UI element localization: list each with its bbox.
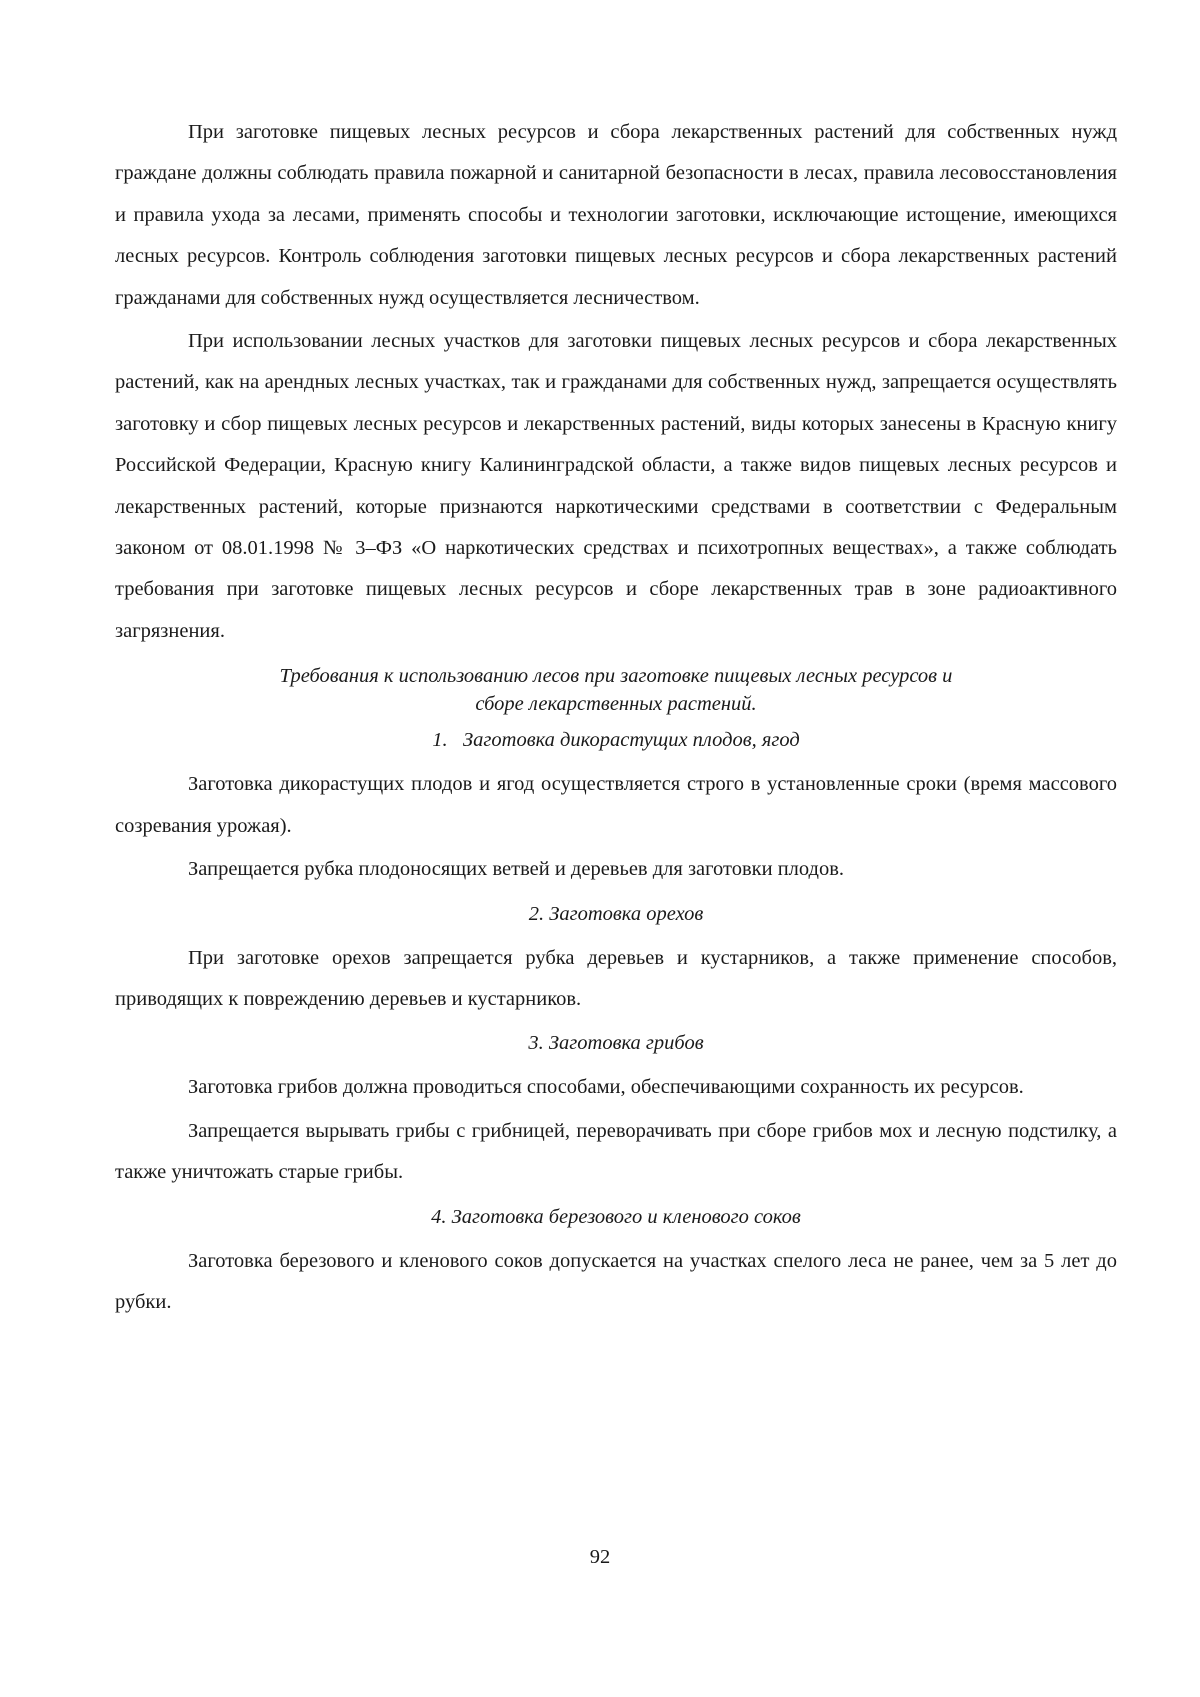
paragraph-mushrooms-methods: Заготовка грибов должна проводиться способами, обеспечивающими сохранность их ресурсов. xyxy=(188,1076,1024,1099)
section-heading-sap: 4. Заготовка березового и кленового соков xyxy=(431,1205,801,1228)
paragraph-mushrooms-ban: Запрещается вырывать грибы с грибницей, переворачивать при сборе грибов мох и лесную подстилку, а также уничтожать старые грибы. xyxy=(115,1119,1117,1184)
section-heading-mushrooms: 3. Заготовка грибов xyxy=(528,1032,704,1055)
main-heading: Требования к использованию лесов при заготовке пищевых лесных ресурсов и сборе лекарственных растений. xyxy=(279,665,953,716)
section-heading-nuts: 2. Заготовка орехов xyxy=(528,902,704,925)
paragraph-sap-terms: Заготовка березового и кленового соков допускается на участках спелого леса не ранее, чем за 5 лет до рубки. xyxy=(115,1249,1117,1313)
paragraph-fruits-terms: Заготовка дикорастущих плодов и ягод осуществляется строго в установленные сроки (время массового созревания урожая). xyxy=(115,773,1117,837)
page-number: 92 xyxy=(589,1546,611,1568)
paragraph-fire-safety-rules: При заготовке пищевых лесных ресурсов и сбора лекарственных растений для собственных нужд граждане должны соблюдать правила пожарной и санитарной безопасности в лесах, правила лесовосстановления и правила ухода за лесами, применять способы и технологии заготовки, исключающие истощение, имеющихся лесных ресурсов. Контроль соблюдения заготовки пищевых лесных ресурсов и сбора лекарственных растений гражданами для собственных нужд осуществляется лесничеством. xyxy=(115,121,1117,309)
page-content xyxy=(115,112,1117,1325)
paragraph-red-book-restrictions: При использовании лесных участков для заготовки пищевых лесных ресурсов и сбора лекарственных растений, как на арендных лесных участках, так и гражданами для собственных нужд, запрещается осуществлять заготовку и сбор пищевых лесных ресурсов и лекарственных растений, виды которых занесены в Красную книгу Российской Федерации, Красную книгу Калининградской области, а также видов пищевых лесных ресурсов и лекарственных растений, которые признаются наркотическими средствами в соответствии с Федеральным законом от 08.01.1998 № 3–ФЗ «О наркотических средствах и психотропных веществах», а также соблюдать требования при заготовке пищевых лесных ресурсов и сборе лекарственных трав в зоне радиоактивного загрязнения. xyxy=(115,330,1117,642)
paragraph-fruits-ban: Запрещается рубка плодоносящих ветвей и деревьев для заготовки плодов. xyxy=(188,858,845,881)
paragraph-nuts-ban: При заготовке орехов запрещается рубка деревьев и кустарников, а также применение способов, приводящих к повреждению деревьев и кустарников. xyxy=(115,946,1117,1010)
section-heading-fruits: 1. Заготовка дикорастущих плодов, ягод xyxy=(432,729,800,752)
